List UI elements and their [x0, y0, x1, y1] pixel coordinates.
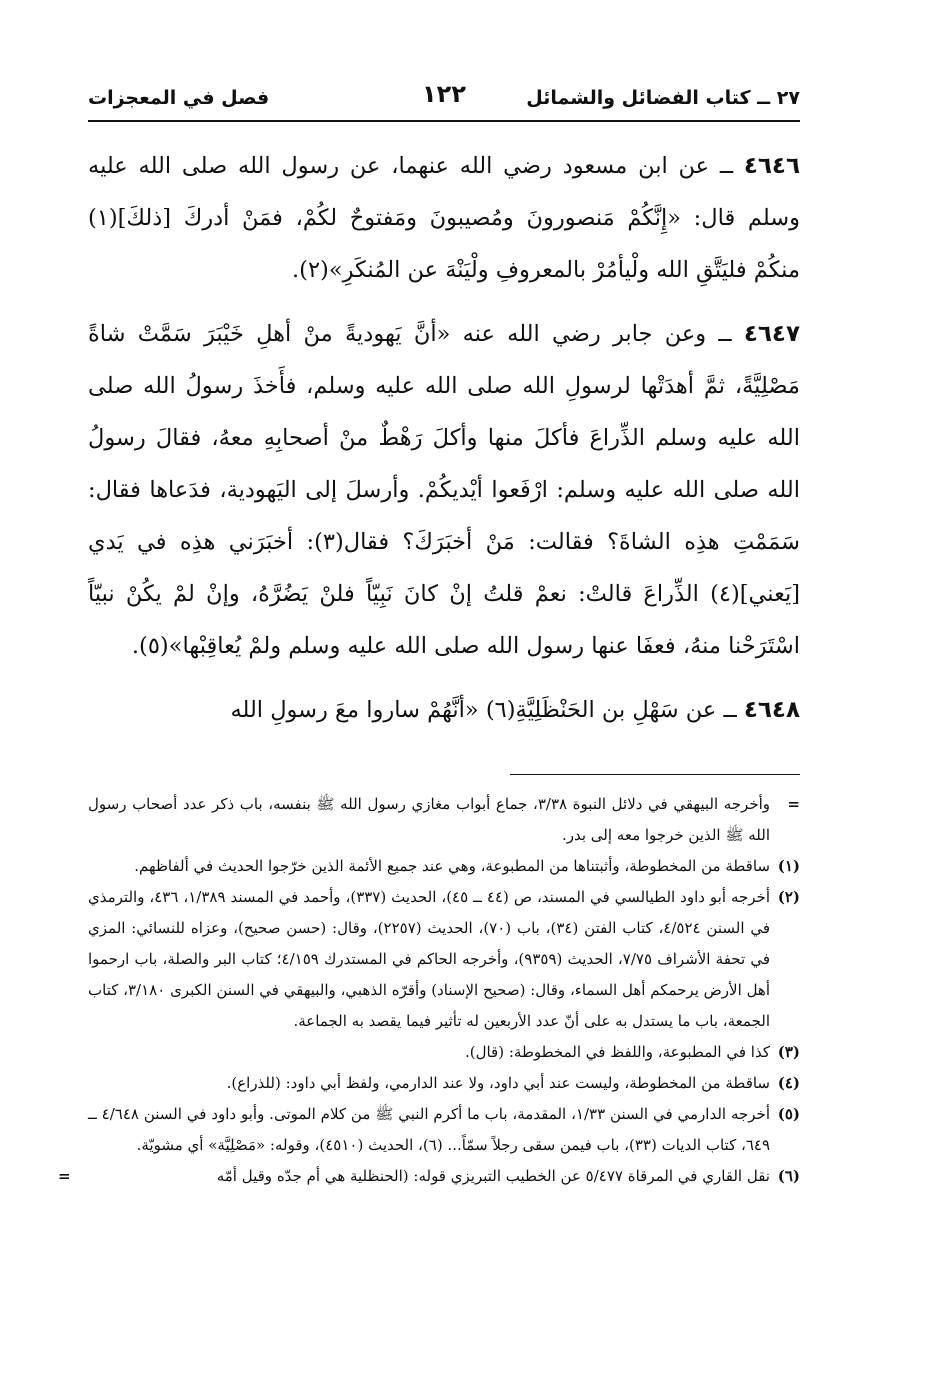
footnote	[88, 1068, 800, 1099]
hadith-paragraph	[88, 308, 800, 672]
footnote-mark: (٦)	[777, 1167, 800, 1185]
footnote-text: نقل القاري في المرقاة ٥/٤٧٧ عن الخطيب التبريزي قوله: (الحنظلية هي أم جدّه وقيل أمّه	[216, 1167, 770, 1185]
footnote-text: ساقطة من المخطوطة، وليست عند أبي داود، ولا عند الدارمي، ولفظ أبي داود: (للذراع).	[226, 1074, 770, 1092]
footnote	[88, 789, 800, 851]
hadith-number: ٤٦٤٦	[743, 153, 800, 179]
page-number: ١٢٢	[422, 80, 466, 108]
footnote-text: كذا في المطبوعة، واللفظ في المخطوطة: (قال).	[464, 1043, 770, 1061]
hadith-paragraph	[88, 140, 800, 296]
hadith-text: ــ عن ابن مسعود رضي الله عنهما، عن رسول الله صلى الله عليه وسلم قال: «إِنَّكُمْ مَنصورونَ ومُصيبونَ ومَفتوحٌ لكُمْ، فمَنْ أدركَ [ذلكَ](١) منكُمْ فليَتَّقِ الله ولْيأمُرْ بالمعروفِ ولْيَنْهَ عن المُنكَرِ»(٢).	[88, 153, 800, 283]
footnote	[88, 1037, 800, 1068]
footnote	[88, 882, 800, 1037]
footnote-text: وأخرجه البيهقي في دلائل النبوة ٣/٣٨، جماع أبواب مغازي رسول الله ﷺ بنفسه، باب ذكر عدد أصحاب رسول الله ﷺ الذين خرجوا معه إلى بدر.	[88, 795, 771, 844]
footnote	[88, 851, 800, 882]
footnote-text: أخرجه أبو داود الطيالسي في المسند، ص (٤٤ ــ ٤٥)، الحديث (٣٣٧)، وأحمد في المسند ١/٣٨٩، ٤٣٦، والترمذي في السنن ٤/٥٢٤، كتاب الفتن (٣٤)، باب (٧٠)، الحديث (٢٢٥٧)، وقال: (حسن صحيح)، وعزاه للنسائي: المزي في تحفة الأشراف ٧/٧٥، الحديث (٩٣٥٩)، وأخرجه الحاكم في المستدرك ٤/١٥٩؛ كتاب البر والصلة، باب ارحموا أهل الأرض يرحمكم أهل السماء، وقال: (صحيح الإسناد) وأقرّه الذهبي، والبيهقي في السنن الكبرى ٣/١٨٠، كتاب الجمعة، باب ما يستدل به على أنّ عدد الأربعين له تأثير فيما يقصد به الجماعة.	[88, 888, 771, 1030]
footnote	[58, 1161, 800, 1192]
footnote-mark: (١)	[777, 857, 800, 875]
footnote	[88, 1099, 800, 1161]
hadith-text: ــ وعن جابر رضي الله عنه «أنَّ يَهوديةً منْ أهلِ خَيْبَرَ سَمَّتْ شاةً مَصْلِيَّةً، ثمَّ أهدَتْها لرسولِ الله صلى الله عليه وسلم، فأَخذَ رسولُ الله صلى الله عليه وسلم الذِّراعَ فأكلَ منها وأكلَ رَهْطٌ منْ أصحابِهِ معهُ، فقالَ رسولُ الله صلى الله عليه وسلم: ارْفَعوا أيْديكُمْ. وأرسلَ إلى اليَهودية، فدَعاها فقال: سَمَمْتِ هذِه الشاةَ؟ فقالت: مَنْ أخبَرَكَ؟ فقال(٣): أخبَرَني هذِه في يَدي [يَعني](٤) الذِّراعَ قالتْ: نعمْ قلتُ إنْ كانَ نَبِيّاً فلنْ يَضُرَّهُ، وإنْ لمْ يكُنْ نبيّاً اسْتَرَحْنا منهُ، فعفَا عنها رسول الله صلى الله عليه وسلم ولمْ يُعاقِبْها»(٥).	[88, 321, 800, 659]
book-page	[58, 78, 800, 1192]
footnote-text: ساقطة من المخطوطة، وأثبتناها من المطبوعة، وهي عند جميع الأئمة الذين خرّجوا الحديث في ألفاظهم.	[134, 857, 770, 875]
book-title: ٢٧ ــ كتاب الفضائل والشمائل	[526, 87, 800, 109]
hadith-number: ٤٦٤٧	[743, 321, 800, 347]
footnote-mark: (٣)	[777, 1043, 800, 1061]
running-header	[88, 78, 800, 118]
footnote-mark: (٤)	[777, 1074, 800, 1092]
section-title: فصل في المعجزات	[88, 87, 270, 109]
hadith-number: ٤٦٤٨	[743, 697, 800, 723]
footnote-mark: (٥)	[777, 1105, 800, 1123]
footnote-text: أخرجه الدارمي في السنن ١/٣٣، المقدمة، باب ما أكرم النبي ﷺ من كلام الموتى. وأبو داود في السنن ٤/٦٤٨ ــ ٦٤٩، كتاب الديات (٣٣)، باب فيمن سقى رجلاً سمّاً... (٦)، الحديث (٤٥١٠)، وقوله: «مَصْلِيَّة» أي مشويّة.	[88, 1105, 770, 1154]
header-rule	[88, 120, 800, 122]
footnotes	[58, 789, 800, 1192]
footnote-separator	[510, 774, 800, 775]
hadith-text: ــ عن سَهْلِ بن الحَنْظَلِيَّةِ(٦) «أنَّهُمْ ساروا معَ رسولِ الله	[230, 697, 744, 723]
continuation-mark: =	[58, 1167, 71, 1185]
footnote-mark: =	[787, 795, 800, 813]
hadith-paragraph	[88, 684, 800, 736]
footnote-mark: (٢)	[777, 888, 800, 906]
main-text	[88, 140, 800, 736]
